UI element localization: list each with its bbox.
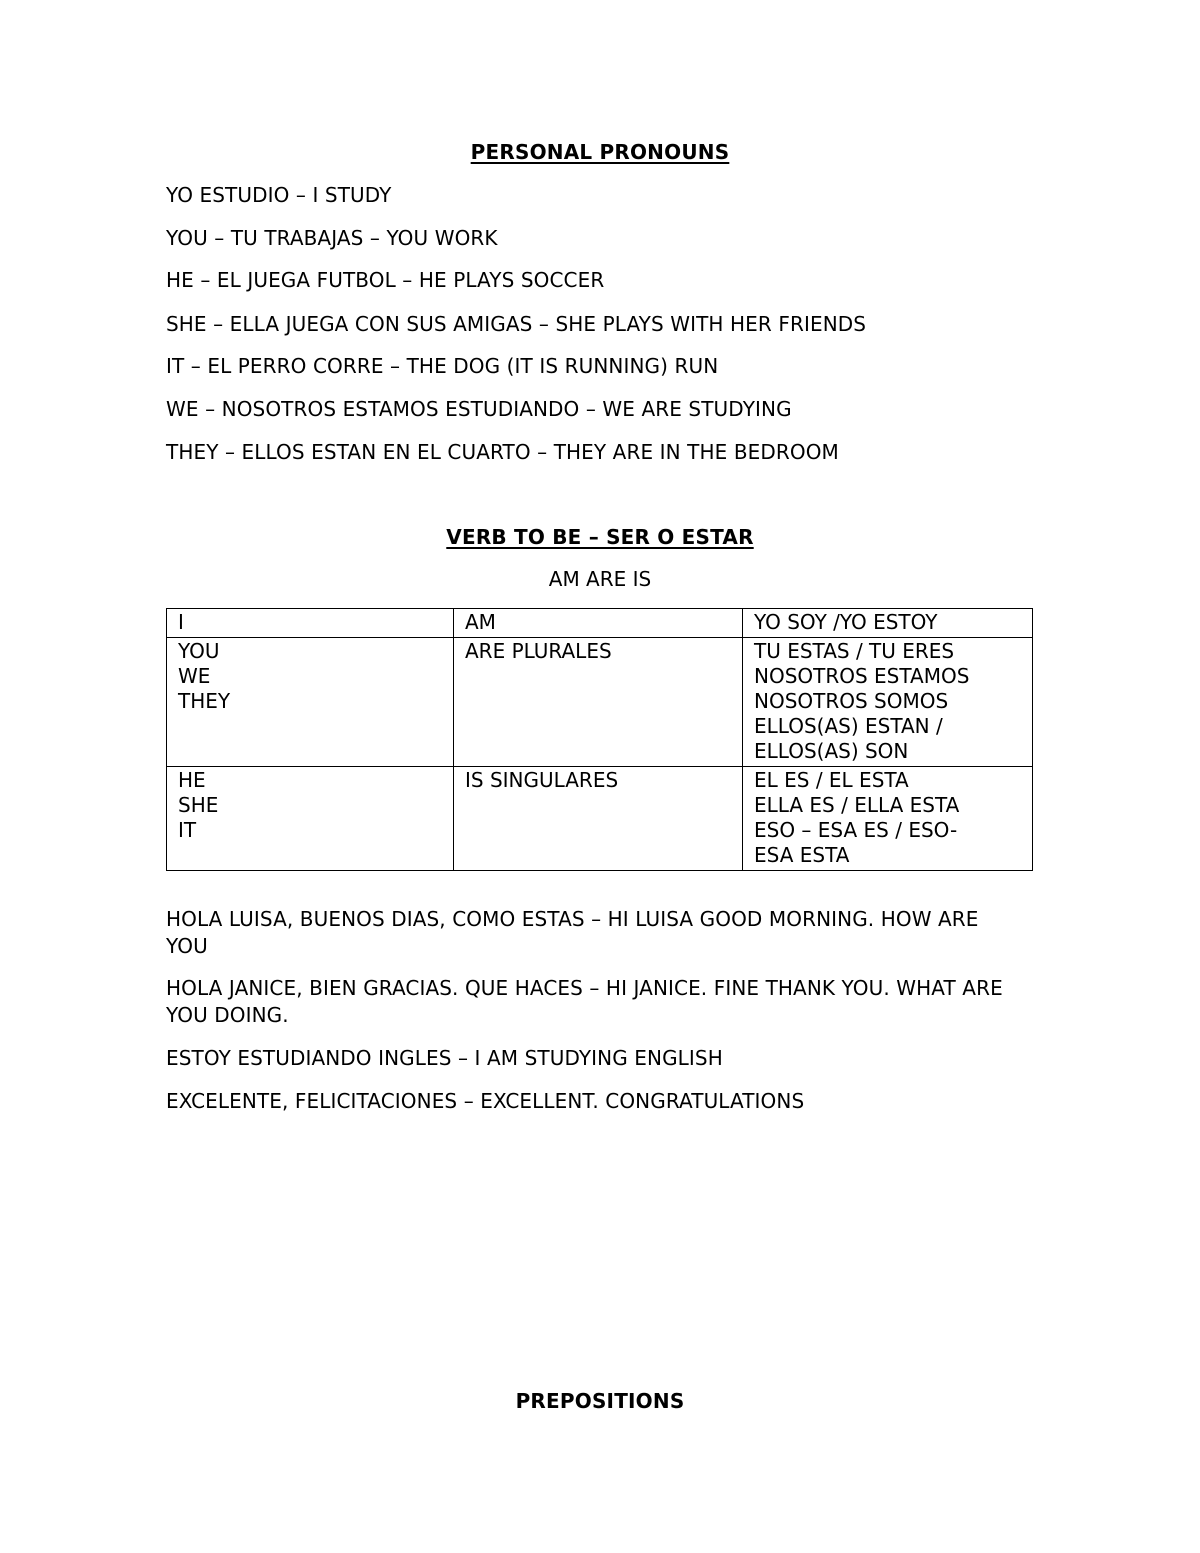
dialogue-line-2: HOLA JANICE, BIEN GRACIAS. QUE HACES – HI JANICE. FINE THANK YOU. WHAT ARE YOU DOING.: [166, 976, 1003, 1027]
verb-to-be-heading: VERB TO BE – SER O ESTAR: [446, 525, 754, 549]
verb-text: AM: [465, 610, 496, 634]
spanish-cell: [743, 767, 1033, 871]
table-row: [167, 767, 1033, 871]
pronoun-text: WE: [178, 664, 211, 688]
table-row: [167, 609, 1033, 638]
spanish-text: ELLA ES / ELLA ESTA: [754, 793, 960, 817]
verb-text: ARE PLURALES: [465, 639, 612, 663]
spanish-text: YO SOY /YO ESTOY: [754, 610, 938, 634]
verb-text: IS SINGULARES: [465, 768, 619, 792]
pronoun-cell: [167, 767, 454, 871]
spanish-text: NOSOTROS SOMOS: [754, 689, 949, 713]
pronoun-text: THEY: [178, 689, 231, 713]
pronoun-line-you: YOU – TU TRABAJAS – YOU WORK: [166, 226, 498, 250]
dialogue-line-4: EXCELENTE, FELICITACIONES – EXCELLENT. CONGRATULATIONS: [166, 1089, 805, 1113]
verb-cell: [454, 638, 743, 767]
spanish-text: ESO – ESA ES / ESO-: [754, 818, 958, 842]
dialogue-line-3: ESTOY ESTUDIANDO INGLES – I AM STUDYING ENGLISH: [166, 1046, 723, 1070]
spanish-text: ELLOS(AS) ESTAN /: [754, 714, 943, 738]
spanish-cell: [743, 638, 1033, 767]
pronoun-text: HE: [178, 768, 206, 792]
verb-cell: [454, 767, 743, 871]
verb-to-be-table: [166, 608, 1033, 871]
verb-cell: [454, 609, 743, 638]
prepositions-heading: PREPOSITIONS: [515, 1389, 685, 1413]
spanish-cell: [743, 609, 1033, 638]
pronoun-line-he: HE – EL JUEGA FUTBOL – HE PLAYS SOCCER: [166, 268, 605, 292]
pronoun-cell: [167, 638, 454, 767]
pronoun-text: IT: [178, 818, 197, 842]
pronoun-line-they: THEY – ELLOS ESTAN EN EL CUARTO – THEY ARE IN THE BEDROOM: [166, 440, 839, 464]
table-row: [167, 638, 1033, 767]
pronoun-cell: [167, 609, 454, 638]
pronoun-text: I: [178, 610, 184, 634]
pronoun-line-it: IT – EL PERRO CORRE – THE DOG (IT IS RUNNING) RUN: [166, 354, 719, 378]
spanish-text: ELLOS(AS) SON: [754, 739, 909, 763]
dialogue-line-1: HOLA LUISA, BUENOS DIAS, COMO ESTAS – HI LUISA GOOD MORNING. HOW ARE YOU: [166, 907, 979, 958]
spanish-text: EL ES / EL ESTA: [754, 768, 909, 792]
pronoun-line-yo: YO ESTUDIO – I STUDY: [166, 183, 392, 207]
spanish-text: NOSOTROS ESTAMOS: [754, 664, 970, 688]
pronoun-text: YOU: [178, 639, 220, 663]
pronoun-line-she: SHE – ELLA JUEGA CON SUS AMIGAS – SHE PLAYS WITH HER FRIENDS: [166, 312, 867, 336]
verb-forms-line: AM ARE IS: [548, 567, 652, 591]
spanish-text: ESA ESTA: [754, 843, 850, 867]
pronoun-text: SHE: [178, 793, 219, 817]
spanish-text: TU ESTAS / TU ERES: [754, 639, 955, 663]
pronoun-line-we: WE – NOSOTROS ESTAMOS ESTUDIANDO – WE ARE STUDYING: [166, 397, 792, 421]
personal-pronouns-heading: PERSONAL PRONOUNS: [470, 140, 730, 164]
